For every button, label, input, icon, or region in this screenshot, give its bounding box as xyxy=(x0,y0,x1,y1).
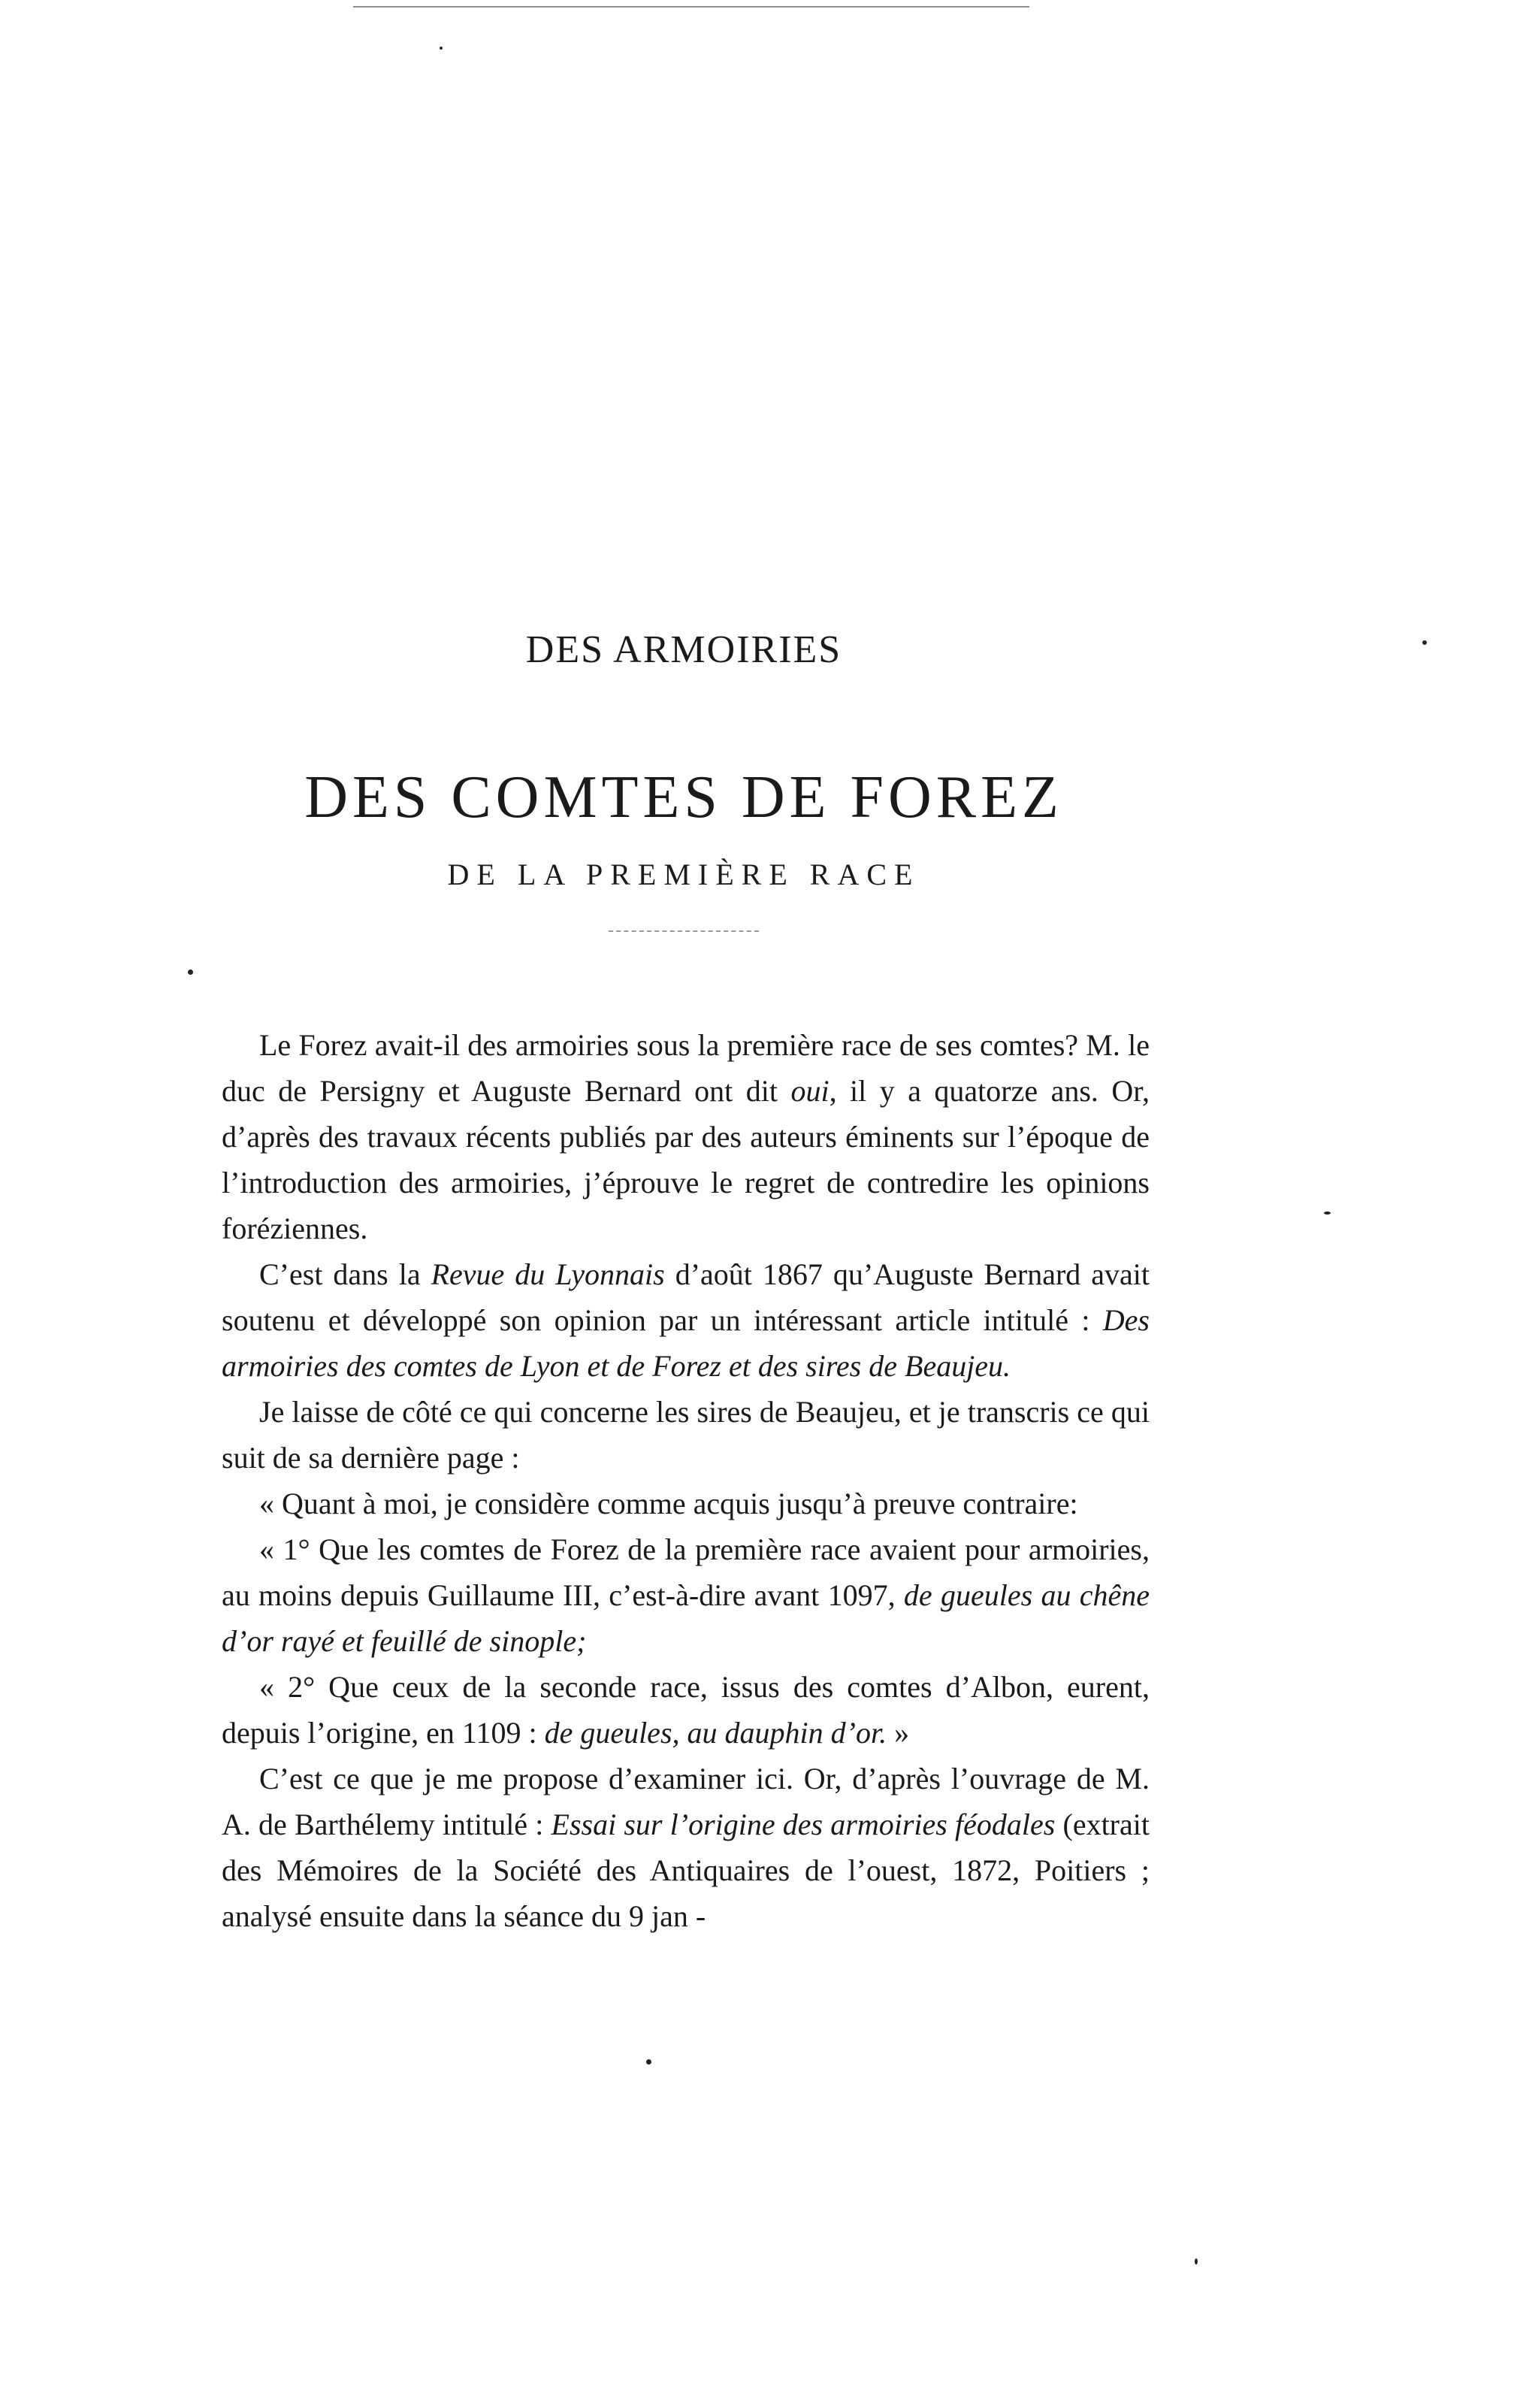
text-run: « Quant à moi, je considère comme acquis jusqu’à preuve contraire: xyxy=(259,1487,1078,1520)
paragraph xyxy=(222,1251,1150,1389)
text-run: C’est ce que je me propose d’examiner ici. Or, d’après l’ouvrage de M. A. de Barthélemy intitulé : xyxy=(222,1762,1150,1841)
italic-run: de gueules, au dauphin d’or. xyxy=(544,1716,887,1750)
italic-run: Revue du Lyonnais xyxy=(431,1257,665,1291)
heading-line-1: DES ARMOIRIES xyxy=(525,628,842,671)
italic-run: de gueules au chêne d’or rayé et feuillé de sinople; xyxy=(222,1578,1150,1658)
scan-speck xyxy=(1195,2258,1198,2264)
paragraph xyxy=(222,1022,1150,1251)
text-run: , il y a quatorze ans. Or, d’après des travaux récents publiés par des auteurs éminents sur l’époque de l’introduction des armoiries, j’éprouve le regret de contredire les opinions foréziennes. xyxy=(222,1074,1150,1245)
text-run: « 2° Que ceux de la seconde race, issus des comtes d’Albon, eurent, depuis l’origine, en 1109 : xyxy=(222,1670,1150,1750)
scan-speck xyxy=(1422,640,1427,645)
text-run: » xyxy=(887,1716,910,1750)
text-run: (extrait des Mémoires de la Société des Antiquaires de l’ouest, 1872, Poitiers ; analysé ensuite dans la séance du 9 jan - xyxy=(222,1808,1150,1933)
paragraph xyxy=(222,1756,1150,1939)
text-run: d’août 1867 qu’Auguste Bernard avait soutenu et développé son opinion par un intéressant article intitulé : xyxy=(222,1257,1150,1337)
paragraph xyxy=(222,1481,1150,1526)
paragraph xyxy=(222,1389,1150,1481)
italic-run: Essai sur l’origine des armoiries féodales xyxy=(551,1808,1056,1841)
scan-speck xyxy=(188,970,193,975)
top-rule xyxy=(353,6,1029,8)
paragraph xyxy=(222,1664,1150,1756)
footer-mark xyxy=(646,2059,651,2065)
italic-run: Des armoiries des comtes de Lyon et de Forez et des sires de Beaujeu. xyxy=(222,1303,1150,1383)
scan-speck xyxy=(1324,1212,1331,1215)
heading-line-2: DES COMTES DE FOREZ xyxy=(304,764,1063,831)
italic-run: oui xyxy=(790,1074,830,1108)
paragraph xyxy=(222,1526,1150,1664)
heading-line-3: DE LA PREMIÈRE RACE xyxy=(447,858,920,891)
text-run: Je laisse de côté ce qui concerne les sires de Beaujeu, et je transcris ce qui suit de sa dernière page : xyxy=(222,1395,1150,1475)
text-run: « 1° Que les comtes de Forez de la première race avaient pour armoiries, au moins depuis Guillaume III, c’est-à-dire avant 1097, xyxy=(222,1532,1150,1612)
scan-speck xyxy=(440,47,443,50)
section-divider xyxy=(609,930,759,932)
text-run: Le Forez avait-il des armoiries sous la première race de ses comtes? M. le duc de Persigny et Auguste Bernard ont dit xyxy=(222,1028,1150,1108)
text-run: C’est dans la xyxy=(259,1257,431,1291)
body-text xyxy=(222,1022,1150,1939)
